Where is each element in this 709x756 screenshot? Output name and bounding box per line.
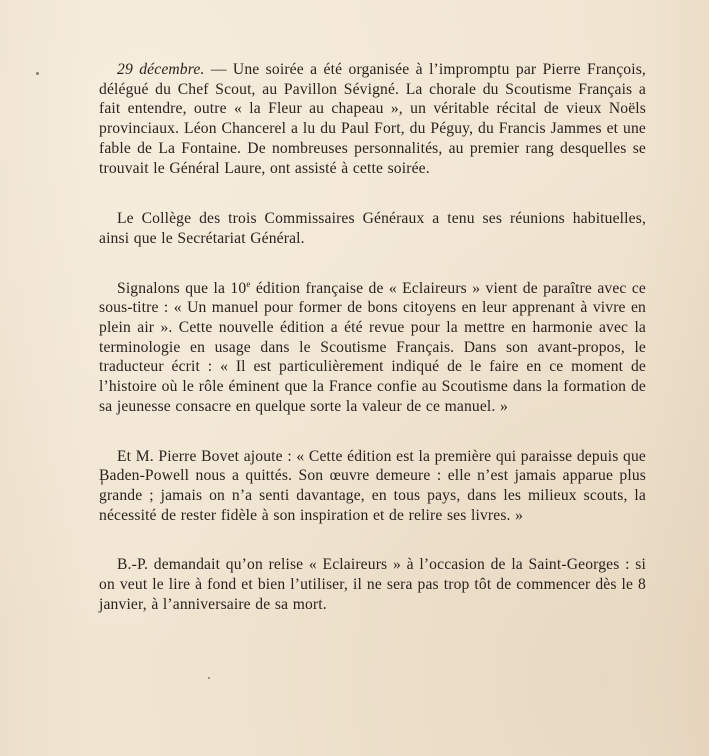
paragraph-college [99, 209, 646, 248]
paragraph-edition [99, 279, 646, 417]
entry-date: 29 décembre. [117, 61, 205, 78]
paragraph-soiree [99, 60, 646, 178]
document-page [99, 60, 646, 614]
paragraph-text: Et M. Pierre Bovet ajoute : « Cette édition est la première qui paraisse depuis que Baden-Powell nous a quittés. Son œuvre demeure : elle n’est jamais apparue plus grande ; jamais on n’a senti davantage, en tous pays, dans les milieux scouts, la nécessité de rester fidèle à son inspiration et de relire ses livres. » [99, 447, 646, 524]
paragraph-bp [99, 555, 646, 614]
paragraph-text: B.-P. demandait qu’on relise « Eclaireurs » à l’occasion de la Saint-Georges : si on veut le lire à fond et bien l’utiliser, il ne sera pas trop tôt de commencer dès le 8 janvier, à l’anniversaire de sa mort. [99, 556, 646, 613]
paragraph-bovet [99, 447, 646, 526]
paragraph-text: Signalons que la 10 [117, 279, 247, 297]
paragraph-text: — Une soirée a été organisée à l’impromptu par Pierre François, délégué du Chef Scout, au Pavillon Sévigné. La chorale du Scoutisme Français a fait entendre, outre « la Fleur au chapeau », un véritable récital de vieux Noëls provinciaux. Léon Chancerel a lu du Paul Fort, du Péguy, du Francis Jammes et une fable de La Fontaine. De nombreuses personnalités, au premier rang desquelles se trouvait le Général Laure, ont assisté à cette soirée. [99, 61, 646, 177]
paragraph-text: édition française de « Eclaireurs » vient de paraître avec ce sous-titre : « Un manuel pour former de bons citoyens en leur apprenant à vivre en plein air ». Cette nouvelle édition a été revue pour la mettre en harmonie avec la terminologie en usage dans le Scoutisme Français. Dans son avant-propos, le traducteur écrit : « Il est particulièrement indiqué de le faire en ce moment de l’histoire où le rôle éminent que la France confie au Scoutisme dans la formation de sa jeunesse consacre en quelque sorte la valeur de ce manuel. » [99, 279, 646, 415]
paper-speck [208, 677, 210, 679]
paragraph-text: Le Collège des trois Commissaires Généraux a tenu ses réunions habituelles, ainsi que le Secrétariat Général. [99, 210, 646, 247]
paper-speck [36, 72, 39, 75]
superscript-e: e [246, 278, 251, 289]
